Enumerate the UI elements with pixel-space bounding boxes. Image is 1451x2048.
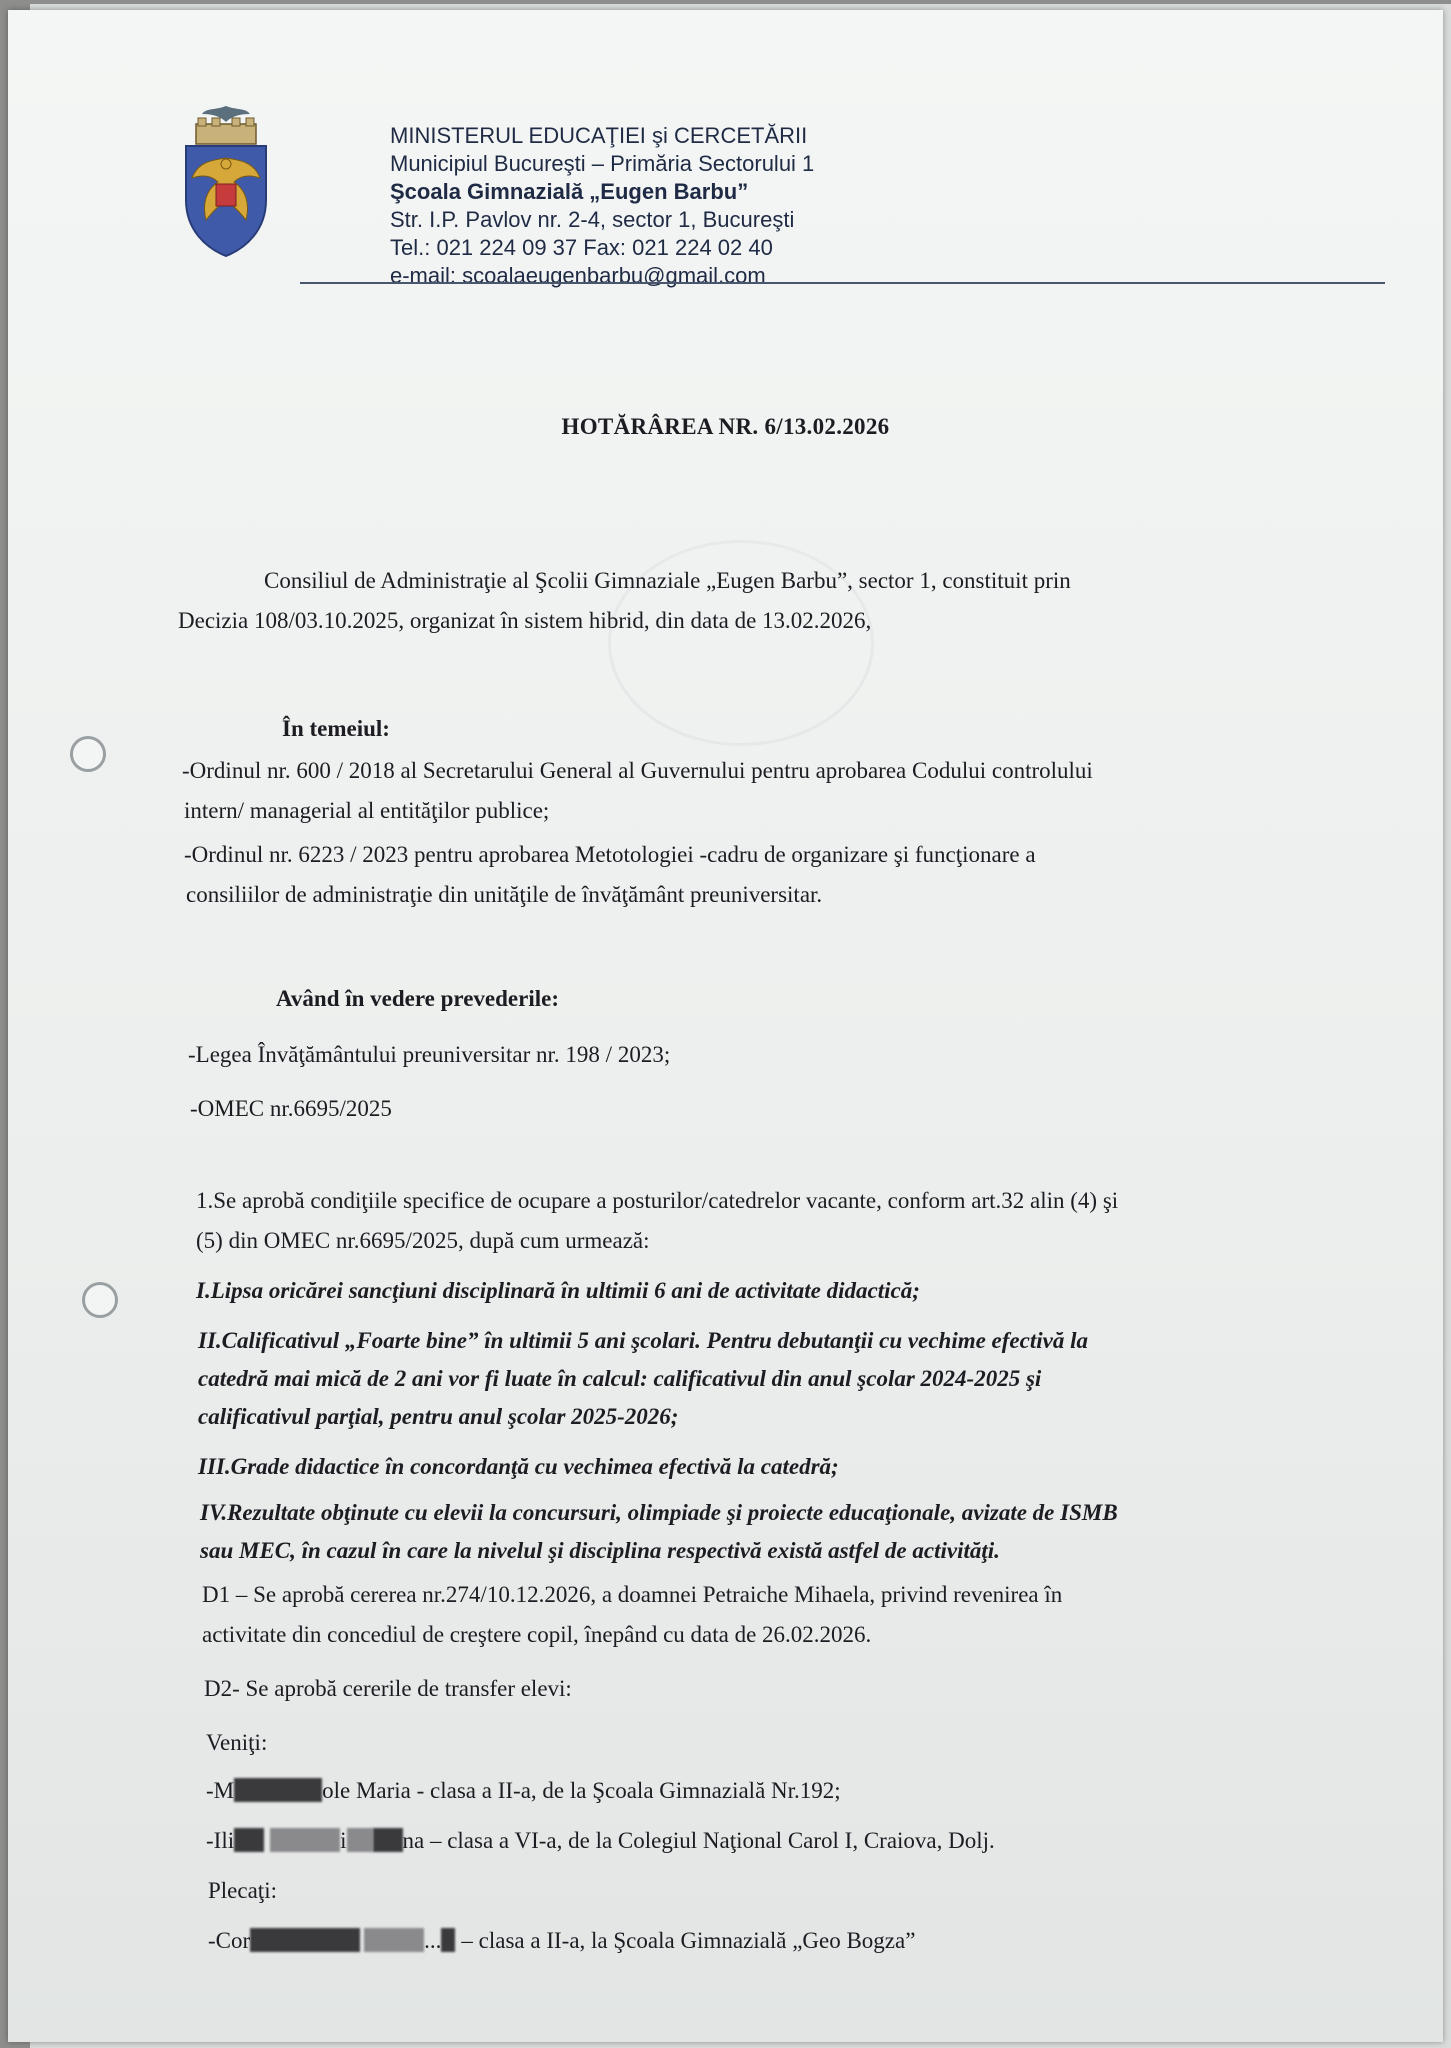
school-address: Str. I.P. Pavlov nr. 2-4, sector 1, Bucureşti — [390, 207, 795, 232]
document-title: HOTĂRÂREA NR. 6/13.02.2026 — [561, 414, 890, 439]
school-email: e-mail: scoalaeugenbarbu@gmail.com — [390, 263, 766, 288]
municipality-line: Municipiul Bucureşti – Primăria Sectorului 1 — [390, 151, 815, 176]
incoming-student-1 — [206, 1772, 841, 1810]
document-page — [8, 10, 1443, 2042]
condition-3: III.Grade didactice în concordanţă cu vechimea efectivă la catedră; — [198, 1454, 839, 1479]
redaction-mark — [364, 1928, 424, 1952]
school-phone-fax: Tel.: 021 224 09 37 Fax: 021 224 02 40 — [390, 235, 773, 260]
incoming-student-2-text: na – clasa a VI-a, de la Colegiul Naţional Carol I, Craiova, Dolj. — [402, 1828, 995, 1853]
incoming-student-2-mid: i — [340, 1828, 347, 1853]
incoming-student-1-text: ole Maria - clasa a II-a, de la Şcoala Gimnazială Nr.192; — [322, 1778, 841, 1803]
d2-heading: D2- Se aprobă cererile de transfer elevi: — [204, 1676, 572, 1701]
incoming-student-2-prefix: -Ili — [206, 1828, 235, 1853]
decision-1-line-1: 1.Se aprobă condiţiile specifice de ocupare a posturilor/catedrelor vacante, conform art.32 alin (4) şi — [196, 1188, 1119, 1213]
redaction-mark — [347, 1828, 373, 1852]
intro-line-1: Consiliul de Administraţie al Şcolii Gimnaziale „Eugen Barbu”, sector 1, constituit prin — [264, 568, 1071, 593]
outgoing-student-1-prefix: -Cor — [208, 1928, 251, 1953]
intro-line-2: Decizia 108/03.10.2025, organizat în sistem hibrid, din data de 13.02.2026, — [178, 608, 872, 633]
redaction-mark — [234, 1828, 264, 1852]
decision-1-line-2: (5) din OMEC nr.6695/2025, după cum urmează: — [196, 1228, 650, 1253]
temei-order-1-line-1: -Ordinul nr. 600 / 2018 al Secretarului General al Guvernului pentru aprobarea Codului controlului — [182, 758, 1093, 783]
prevederi-omec: -OMEC nr.6695/2025 — [190, 1096, 392, 1121]
incoming-student-1-prefix: -M — [206, 1778, 235, 1803]
outgoing-student-1-mid: ... — [424, 1928, 442, 1953]
condition-2-line-3: calificativul parţial, pentru anul şcolar 2025-2026; — [198, 1404, 679, 1429]
redaction-mark — [270, 1828, 340, 1852]
punch-hole-bottom — [82, 1282, 118, 1318]
redaction-mark — [373, 1828, 403, 1852]
temei-heading: În temeiul: — [282, 716, 390, 741]
condition-2-line-2: catedră mai mică de 2 ani vor fi luate în calcul: calificativul din anul şcolar 2024-2025 şi — [198, 1366, 1042, 1391]
outgoing-student-1 — [208, 1922, 915, 1960]
outgoing-student-1-text: – clasa a II-a, la Şcoala Gimnazială „Geo Bogza” — [461, 1928, 916, 1953]
temei-order-2-line-1: -Ordinul nr. 6223 / 2023 pentru aprobarea Metotologiei -cadru de organizare şi funcţionare a — [184, 842, 1036, 867]
letterhead-divider — [300, 282, 1385, 284]
outgoing-heading: Plecaţi: — [208, 1878, 277, 1903]
d1-line-2: activitate din concediul de creştere copil, înepând cu data de 26.02.2026. — [202, 1622, 872, 1647]
condition-2-line-1: II.Calificativul „Foarte bine” în ultimii 5 ani şcolari. Pentru debutanţii cu vechime efectivă la — [198, 1328, 1088, 1353]
incoming-heading: Veniţi: — [206, 1730, 268, 1755]
d1-line-1: D1 – Se aprobă cererea nr.274/10.12.2026, a doamnei Petraiche Mihaela, privind revenirea în — [202, 1582, 1063, 1607]
temei-order-2-line-2: consiliilor de administraţie din unităţile de învăţământ preuniversitar. — [186, 882, 823, 907]
condition-4-line-2: sau MEC, în cazul în care la nivelul şi disciplina respectivă există astfel de activităţi. — [200, 1538, 1000, 1563]
letterhead — [390, 122, 814, 290]
temei-order-1-line-2: intern/ managerial al entităţilor publice; — [184, 798, 550, 823]
prevederi-heading: Având în vedere prevederile: — [276, 986, 559, 1011]
bucharest-coat-of-arms-icon — [176, 100, 276, 260]
condition-4-line-1: IV.Rezultate obţinute cu elevii la concursuri, olimpiade şi proiecte educaţionale, avizate de ISMB — [200, 1500, 1118, 1525]
punch-hole-top — [70, 736, 106, 772]
redaction-mark — [250, 1928, 360, 1952]
ministry-name: MINISTERUL EDUCAŢIEI şi CERCETĂRII — [390, 123, 808, 148]
incoming-student-2 — [206, 1822, 995, 1860]
school-name: Şcoala Gimnazială „Eugen Barbu” — [390, 179, 749, 204]
redaction-mark — [441, 1928, 455, 1952]
condition-1: I.Lipsa oricărei sancţiuni disciplinară în ultimii 6 ani de activitate didactică; — [196, 1278, 920, 1303]
redaction-mark — [234, 1778, 322, 1802]
prevederi-law: -Legea Învăţământului preuniversitar nr. 198 / 2023; — [188, 1042, 671, 1067]
